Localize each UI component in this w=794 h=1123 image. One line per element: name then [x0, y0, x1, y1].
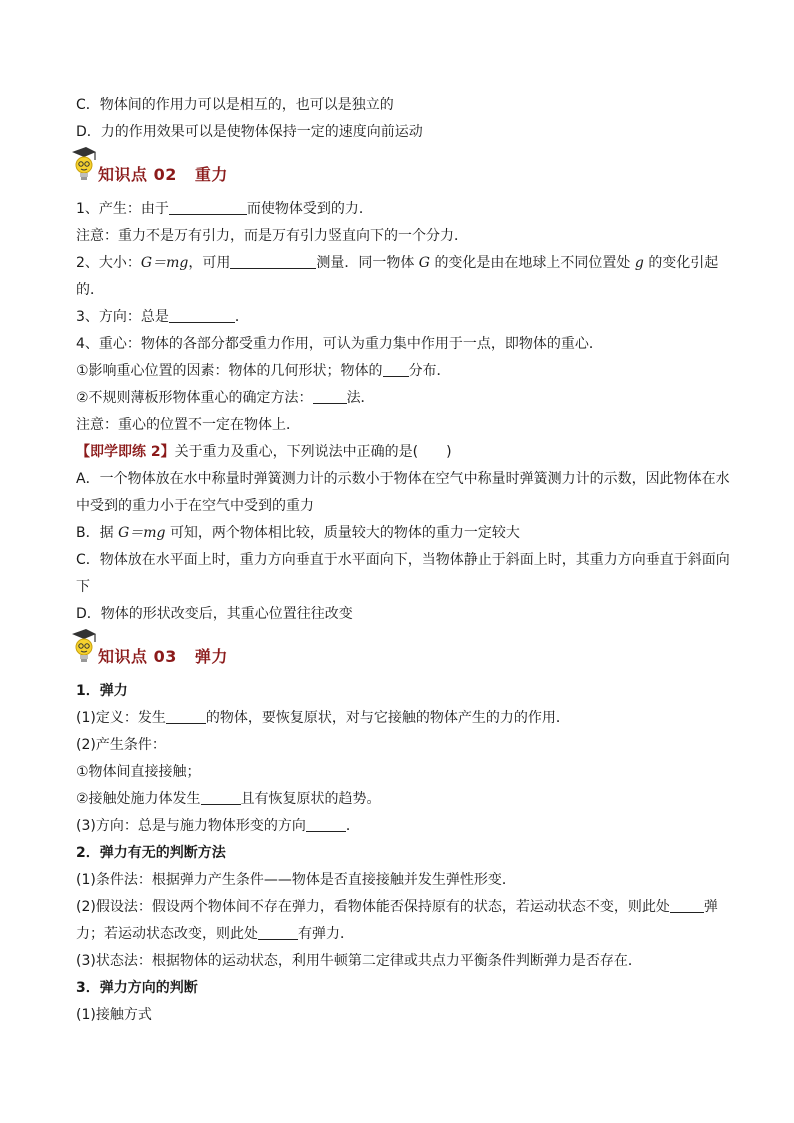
note-cog: 注意：重心的位置不一定在物体上． [76, 417, 300, 433]
scholar-bulb-icon [68, 628, 98, 668]
gravity-magnitude-cont: 的． [76, 282, 104, 298]
exercise-question: 【即学即练 2】关于重力及重心，下列说法中正确的是( ) [76, 444, 452, 460]
elastic-direction: (3)方向：总是与施力物体形变的方向 ． [76, 818, 360, 834]
subheading-judgement: 2．弹力有无的判断方法 [76, 845, 226, 861]
section-title: 知识点 03 弹力 [98, 647, 228, 666]
cog-method: ②不规则薄板形物体重心的确定方法： 法． [76, 390, 375, 406]
section-heading-02 [76, 150, 726, 196]
gravity-origin: 1、产生：由于 而使物体受到的力． [76, 201, 373, 217]
exercise-option-c-cont: 下 [76, 579, 90, 595]
method-condition: (1)条件法：根据弹力产生条件——物体是否直接接触并发生弹性形变． [76, 872, 516, 888]
gravity-magnitude: 2、大小：G＝mg，可用 测量．同一物体 G 的变化是由在地球上不同位置处 g 的变化引起 [76, 255, 719, 271]
exercise-option-b: B．据 G＝mg 可知，两个物体相比较，质量较大的物体的重力一定较大 [76, 525, 520, 541]
option-c: C．物体间的作用力可以是相互的，也可以是独立的 [76, 97, 394, 113]
elastic-condition-2: ②接触处施力体发生 且有恢复原状的趋势。 [76, 791, 381, 807]
subheading-direction: 3．弹力方向的判断 [76, 980, 198, 996]
elastic-definition: (1)定义：发生 的物体，要恢复原状，对与它接触的物体产生的力的作用． [76, 710, 570, 726]
method-assumption: (2)假设法：假设两个物体间不存在弹力，看物体能否保持原有的状态，若运动状态不变，则此处 弹 [76, 899, 718, 915]
section-heading-03 [76, 632, 726, 678]
exercise-option-a: A．一个物体放在水中称量时弹簧测力计的示数小于物体在空气中称量时弹簧测力计的示数，因此物体在水 [76, 471, 730, 487]
method-state: (3)状态法：根据物体的运动状态，利用牛顿第二定律或共点力平衡条件判断弹力是否存在． [76, 953, 642, 969]
exercise-option-c: C．物体放在水平面上时，重力方向垂直于水平面向下，当物体静止于斜面上时，其重力方向垂直于斜面向 [76, 552, 730, 568]
center-of-gravity: 4、重心：物体的各部分都受重力作用，可认为重力集中作用于一点，即物体的重心． [76, 336, 603, 352]
note-gravity: 注意：重力不是万有引力，而是万有引力竖直向下的一个分力． [76, 228, 468, 244]
exercise-option-a-cont: 中受到的重力小于在空气中受到的重力 [76, 498, 314, 514]
cog-factor: ①影响重心位置的因素：物体的几何形状；物体的 分布． [76, 363, 451, 379]
elastic-condition-1: ①物体间直接接触； [76, 764, 201, 780]
gravity-direction: 3、方向：总是 ． [76, 309, 249, 325]
section-title: 知识点 02 重力 [98, 165, 228, 184]
contact-mode: (1)接触方式 [76, 1007, 152, 1023]
option-d: D．力的作用效果可以是使物体保持一定的速度向前运动 [76, 124, 423, 140]
document-page [76, 92, 730, 1029]
method-assumption-cont: 力；若运动状态改变，则此处 有弹力． [76, 926, 354, 942]
scholar-bulb-icon [68, 146, 98, 186]
subheading-elastic-force: 1．弹力 [76, 683, 128, 699]
exercise-option-d: D．物体的形状改变后，其重心位置往往改变 [76, 606, 353, 622]
elastic-conditions: (2)产生条件： [76, 737, 166, 753]
